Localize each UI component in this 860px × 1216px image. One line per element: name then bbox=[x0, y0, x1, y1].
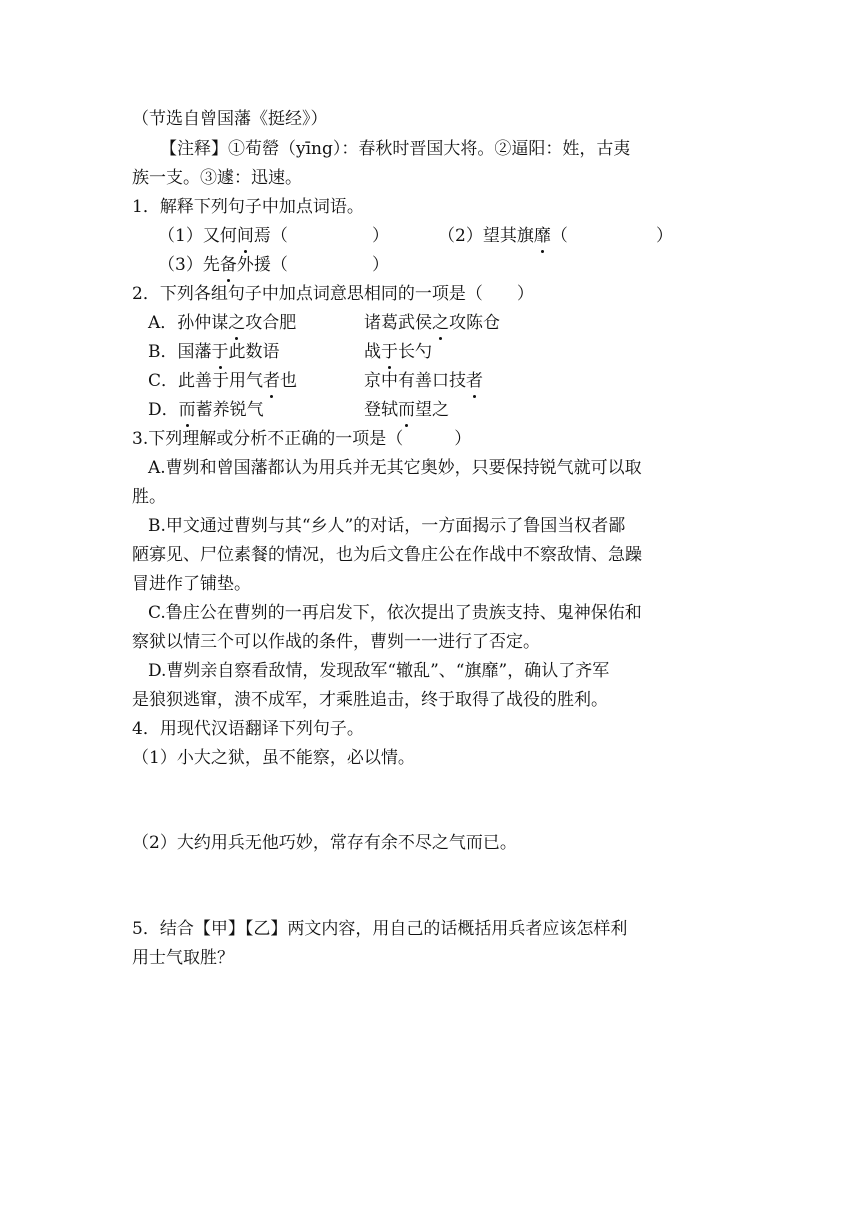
emphasis-dot-word: 而 bbox=[178, 400, 196, 420]
option-2c-right: 京中有善口技者 bbox=[364, 371, 483, 391]
emphasis-dot-word: 之 bbox=[432, 313, 449, 333]
question-1-item-3: （3）先备外援（ bbox=[158, 255, 288, 275]
option-3c-line-2: 察狱以情三个可以作战的条件，曹刿一一进行了否定。 bbox=[132, 632, 540, 652]
option-3c-line-1: C.鲁庄公在曹刿的一再启发下，依次提出了贵族支持、鬼神保佑和 bbox=[148, 603, 642, 623]
question-3-stem: 3.下列理解或分析不正确的一项是（ ） bbox=[132, 429, 472, 449]
question-1-item-1-close: ） bbox=[372, 226, 389, 246]
option-3a-line-2: 胜。 bbox=[132, 487, 166, 507]
option-3b-line-2: 陋寡见、尸位素餐的情况，也为后文鲁庄公在作战中不察敌情、急躁 bbox=[132, 545, 642, 565]
option-2b-right: 战于长勺 bbox=[364, 342, 432, 362]
option-3d-line-2: 是狼狈逃窜，溃不成军，才乘胜追击，终于取得了战役的胜利。 bbox=[132, 690, 608, 710]
option-2a-left: A．孙仲谋之攻合肥 bbox=[148, 313, 297, 333]
emphasis-dot-word: 之 bbox=[228, 313, 246, 333]
question-1-item-2-close: ） bbox=[656, 226, 673, 246]
question-4-sentence-2: （2）大约用兵无他巧妙，常存有余不尽之气而已。 bbox=[132, 833, 517, 853]
question-4-stem: 4．用现代汉语翻译下列句子。 bbox=[132, 719, 364, 739]
option-3d-line-1: D.曹刿亲自察看敌情，发现敌军“辙乱”、“旗靡”，确认了齐军 bbox=[148, 661, 610, 681]
emphasis-dot-word: 备 bbox=[219, 255, 237, 275]
option-2c-left: C．此善于用气者也 bbox=[148, 371, 298, 391]
emphasis-dot-word: 于 bbox=[211, 342, 229, 362]
question-2-stem: 2．下列各组句子中加点词意思相同的一项是（ ） bbox=[132, 284, 534, 304]
emphasis-dot-word: 而 bbox=[398, 400, 415, 420]
option-2b-left: B．国藩于此数语 bbox=[148, 342, 280, 362]
option-2a-right: 诸葛武侯之攻陈仓 bbox=[364, 313, 500, 333]
emphasis-dot-word: 间 bbox=[236, 226, 254, 246]
question-5-line-2: 用士气取胜？ bbox=[132, 948, 234, 968]
emphasis-dot-word: 靡 bbox=[533, 226, 551, 246]
emphasis-dot-word: 者 bbox=[263, 371, 281, 391]
annotation-line-1: 【注释】①荀罃（yīng）：春秋时晋国大将。②逼阳：姓，古夷 bbox=[160, 139, 631, 159]
option-2d-left: D．而蓄养锐气 bbox=[148, 400, 264, 420]
emphasis-dot-word: 者 bbox=[466, 371, 483, 391]
question-1-stem: 1．解释下列句子中加点词语。 bbox=[132, 197, 364, 217]
question-1-item-3-close: ） bbox=[372, 255, 389, 275]
annotation-line-2: 族一支。③遽：迅速。 bbox=[132, 168, 302, 188]
question-4-sentence-1: （1）小大之狱，虽不能察，必以情。 bbox=[132, 748, 415, 768]
option-3b-line-1: B.甲文通过曹刿与其“乡人”的对话，一方面揭示了鲁国当权者鄙 bbox=[148, 516, 626, 536]
question-1-item-2: （2）望其旗靡（ bbox=[438, 226, 568, 246]
emphasis-dot-word: 于 bbox=[381, 342, 398, 362]
source-line: （节选自曾国藩《挺经》） bbox=[132, 109, 328, 129]
option-2d-right: 登轼而望之 bbox=[364, 400, 449, 420]
question-5-line-1: 5．结合【甲】【乙】两文内容，用自己的话概括用兵者应该怎样利 bbox=[132, 919, 628, 939]
question-1-item-1: （1）又何间焉（ bbox=[158, 226, 288, 246]
option-3b-line-3: 冒进作了铺垫。 bbox=[132, 574, 251, 594]
option-3a-line-1: A.曹刿和曾国藩都认为用兵并无其它奥妙，只要保持锐气就可以取 bbox=[148, 458, 642, 478]
